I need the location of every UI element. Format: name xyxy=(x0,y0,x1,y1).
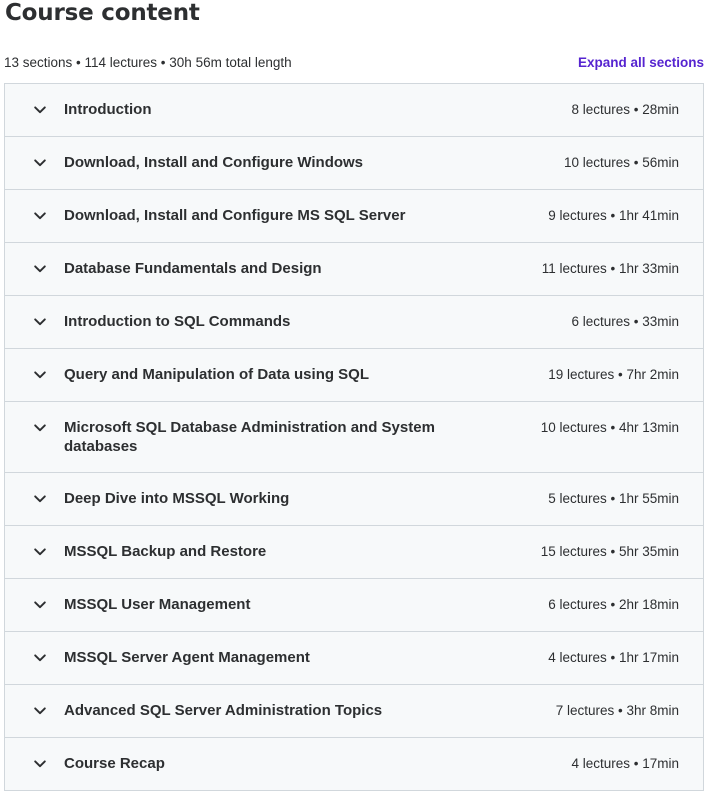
section-meta: 7 lectures • 3hr 8min xyxy=(555,703,679,718)
section-meta: 19 lectures • 7hr 2min xyxy=(548,367,679,382)
course-summary-row xyxy=(4,52,704,72)
section-header-4[interactable] xyxy=(5,243,703,296)
section-header-10[interactable] xyxy=(5,579,703,632)
section-title: Introduction to SQL Commands xyxy=(64,313,291,330)
course-summary: 13 sections • 114 lectures • 30h 56m total length xyxy=(4,54,292,70)
section-title: MSSQL Server Agent Management xyxy=(64,649,310,666)
section-header-5[interactable] xyxy=(5,296,703,349)
section-title: Course Recap xyxy=(64,755,165,772)
section-header-1[interactable] xyxy=(5,84,703,137)
section-header-11[interactable] xyxy=(5,632,703,685)
expand-all-sections-button[interactable]: Expand all sections xyxy=(577,54,704,70)
section-title: Deep Dive into MSSQL Working xyxy=(64,490,290,507)
section-header-13[interactable] xyxy=(5,738,703,791)
chevron-down-icon[interactable] xyxy=(31,312,48,332)
section-meta: 6 lectures • 33min xyxy=(571,314,679,329)
section-meta: 15 lectures • 5hr 35min xyxy=(540,544,679,559)
section-header-12[interactable] xyxy=(5,685,703,738)
section-meta: 5 lectures • 1hr 55min xyxy=(548,491,679,506)
chevron-down-icon[interactable] xyxy=(31,701,48,721)
section-meta: 4 lectures • 1hr 17min xyxy=(548,650,679,665)
chevron-down-icon[interactable] xyxy=(31,153,48,173)
section-header-3[interactable] xyxy=(5,190,703,243)
chevron-down-icon[interactable] xyxy=(31,100,48,120)
section-meta: 8 lectures • 28min xyxy=(571,102,679,117)
section-meta: 10 lectures • 4hr 13min xyxy=(540,420,679,435)
section-meta: 11 lectures • 1hr 33min xyxy=(541,261,679,276)
section-header-8[interactable] xyxy=(5,473,703,526)
section-title: MSSQL User Management xyxy=(64,596,251,613)
section-header-9[interactable] xyxy=(5,526,703,579)
section-meta: 9 lectures • 1hr 41min xyxy=(548,208,679,223)
chevron-down-icon[interactable] xyxy=(31,754,48,774)
section-meta: 4 lectures • 17min xyxy=(571,756,679,771)
section-title: Download, Install and Configure MS SQL Server xyxy=(64,207,406,224)
section-title: MSSQL Backup and Restore xyxy=(64,543,267,560)
chevron-down-icon[interactable] xyxy=(31,648,48,668)
section-title: Microsoft SQL Database Administration and System databases xyxy=(64,419,435,455)
section-title: Query and Manipulation of Data using SQL xyxy=(64,366,370,383)
section-title: Introduction xyxy=(64,101,152,118)
section-header-7[interactable] xyxy=(5,402,703,473)
section-title: Download, Install and Configure Windows xyxy=(64,154,364,171)
chevron-down-icon[interactable] xyxy=(31,489,48,509)
chevron-down-icon[interactable] xyxy=(31,418,48,438)
section-title: Advanced SQL Server Administration Topics xyxy=(64,702,383,719)
chevron-down-icon[interactable] xyxy=(31,206,48,226)
chevron-down-icon[interactable] xyxy=(31,542,48,562)
section-meta: 10 lectures • 56min xyxy=(563,155,679,170)
section-meta: 6 lectures • 2hr 18min xyxy=(548,597,679,612)
section-header-2[interactable] xyxy=(5,137,703,190)
chevron-down-icon[interactable] xyxy=(31,595,48,615)
page-title: Course content xyxy=(5,0,200,26)
section-list xyxy=(4,83,704,791)
section-title: Database Fundamentals and Design xyxy=(64,260,322,277)
chevron-down-icon[interactable] xyxy=(31,365,48,385)
chevron-down-icon[interactable] xyxy=(31,259,48,279)
section-header-6[interactable] xyxy=(5,349,703,402)
